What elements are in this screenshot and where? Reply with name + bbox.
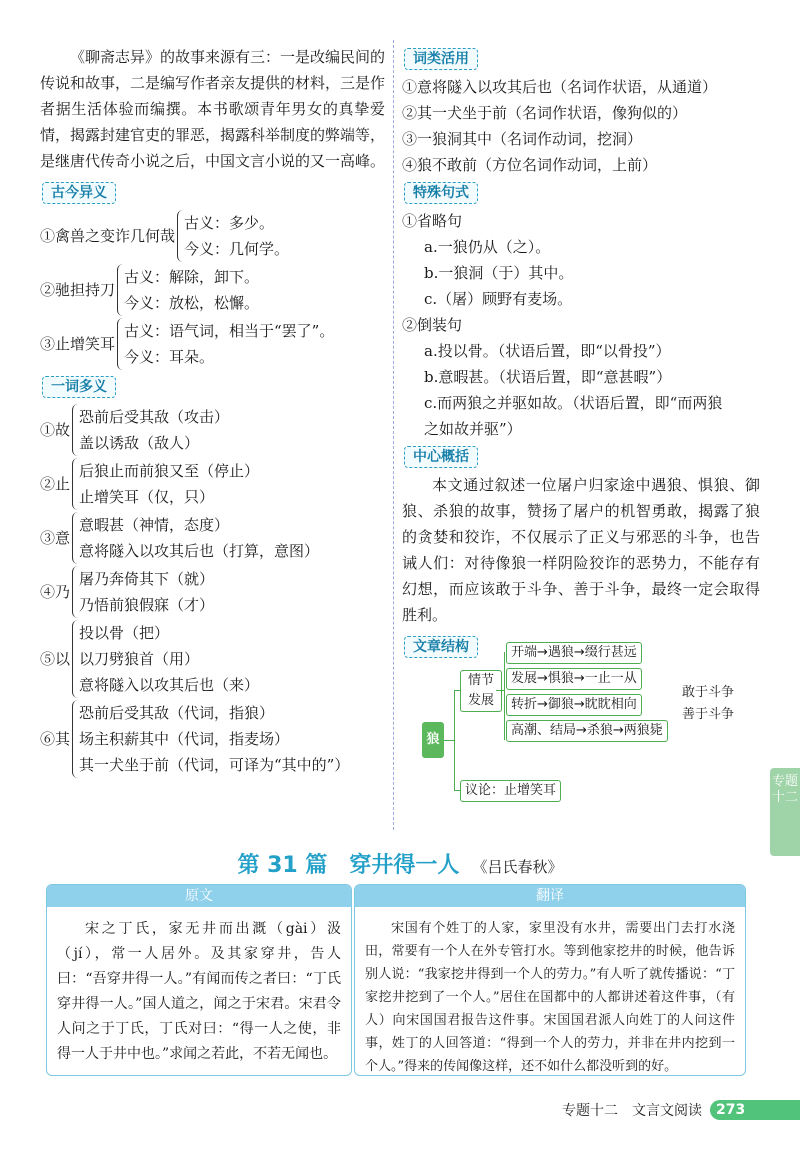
duoyi-line: 意将隧入以攻其后也（打算，意图） — [79, 542, 320, 560]
article-title: 第 31 篇 穿井得一人 — [237, 853, 460, 878]
fanyi-panel — [354, 884, 746, 1076]
teshu-line: b.意暇甚。（状语后置，即“意甚暇”） — [424, 368, 672, 386]
structure-step: 高潮、结局→杀狼→两狼毙 — [506, 720, 668, 742]
duoyi-item — [40, 620, 385, 698]
section-tag-jiegou: 文章结构 — [404, 636, 478, 658]
teshu-line: 之如故并驱”） — [424, 420, 522, 438]
section-tag-teshu: 特殊句式 — [404, 182, 478, 204]
gujin-modern: 今义：耳朵。 — [124, 348, 215, 366]
duoyi-line: 投以骨（把） — [79, 624, 170, 642]
zhongxin-paragraph: 本文通过叙述一位屠户归家途中遇狼、惧狼、御狼、杀狼的故事，赞扬了屠户的机智勇敢，揭露了狼的贪婪和狡诈，不仅展示了正义与邪恶的斗争，也告诫人们：对待像狼一样阴险狡诈的恶势力，不能存有幻想，而应该敢于斗争、善于斗争，最终一定会取得胜利。 — [402, 476, 760, 624]
duoyi-line: 盖以诱敌（敌人） — [79, 434, 200, 452]
gujin-ancient: 古义：多少。 — [184, 214, 275, 232]
footer-section: 专题十二 文言文阅读 — [562, 1103, 702, 1119]
gujin-modern: 今义：几何学。 — [184, 240, 290, 258]
yuanwen-text: 宋之丁氏，家无井而出溉（gài）汲（jí），常一人居外。及其家穿井，告人曰：“吾穿井得一人。”有闻而传之者曰：“丁氏穿井得一人。”国人道之，闻之于宋君。宋君令人问之于丁氏，丁氏对曰：“得一人之使，非得一人于井中也。”求闻之若此，不若无闻也。 — [57, 921, 341, 1062]
page-number: 273 — [710, 1100, 800, 1120]
gujin-item — [40, 318, 385, 370]
gujin-key: ②驰担持刀 — [40, 281, 116, 299]
duoyi-line: 乃悟前狼假寐（才） — [79, 596, 215, 614]
article-title-bar — [0, 848, 800, 879]
connector — [504, 652, 505, 740]
teshu-line: a.投以骨。（状语后置，即“以骨投”） — [424, 342, 671, 360]
section-tag-huoyong: 词类活用 — [404, 48, 478, 70]
duoyi-line: 场主积薪其中（代词，指麦场） — [79, 730, 290, 748]
duoyi-line: 后狼止而前狼又至（停止） — [79, 462, 260, 480]
connector — [454, 690, 455, 790]
gujin-key: ③止增笑耳 — [40, 335, 116, 353]
structure-yilun: 议论：止增笑耳 — [460, 780, 561, 802]
duoyi-line: 意将隧入以攻其后也（来） — [79, 676, 260, 694]
huoyong-line: ④狼不敢前（方位名词作动词，上前） — [402, 156, 658, 174]
duoyi-key: ④乃 — [40, 583, 71, 601]
gujin-ancient: 古义：解除，卸下。 — [124, 268, 260, 286]
side-tab: 专题十二 — [770, 768, 800, 856]
article-source: 《吕氏春秋》 — [472, 858, 563, 876]
fanyi-text: 宋国有个姓丁的人家，家里没有水井，需要出门去打水浇田，常要有一个人在外专管打水。等到他家挖井的时候，他告诉别人说：“我家挖井得到一个人的劳力。”有人听了就传播说：“丁家挖井挖到了一个人。”居住在国都中的人都讲述着这件事，（有人）向宋国国君报告这件事。宋国国君派人向姓丁的人问这件事，姓丁的人回答道：“得到一个人的劳力，并非在井内挖到一个人。”得来的传闻像这样，还不如什么都没听到的好。 — [365, 921, 735, 1074]
section-tag-duoyi: 一词多义 — [42, 376, 116, 398]
structure-root: 狼 — [422, 722, 444, 758]
huoyong-line: ②其一犬坐于前（名词作状语，像狗似的） — [402, 104, 688, 122]
gujin-ancient: 古义：语气词，相当于“罢了”。 — [124, 322, 335, 340]
duoyi-line: 止增笑耳（仅，只） — [79, 488, 215, 506]
teshu-line: c.（屠）顾野有麦场。 — [424, 290, 573, 308]
duoyi-line: 屠乃奔倚其下（就） — [79, 570, 215, 588]
duoyi-line: 其一犬坐于前（代词，可译为“其中的”） — [79, 756, 350, 774]
structure-step: 转折→御狼→眈眈相向 — [506, 694, 642, 716]
huoyong-line: ③一狼洞其中（名词作动词，挖洞） — [402, 130, 643, 148]
duoyi-key: ①故 — [40, 421, 71, 439]
page-footer — [562, 1100, 800, 1120]
teshu-line: a.一狼仍从（之）。 — [424, 238, 551, 256]
right-column — [402, 44, 760, 812]
structure-step: 开端→遇狼→缀行甚远 — [506, 642, 642, 664]
structure-branch: 情节发展 — [460, 670, 502, 712]
conclusion-line: 敢于斗争 — [682, 685, 735, 700]
left-column — [40, 44, 385, 780]
duoyi-list — [40, 404, 385, 778]
yuanwen-panel — [46, 884, 352, 1076]
teshu-heading: ②倒装句 — [402, 316, 463, 334]
intro-paragraph: 《聊斋志异》的故事来源有三：一是改编民间的传说和故事，二是编写作者亲友提供的材料，三是作者据生活体验而编撰。本书歌颂青年男女的真挚爱情，揭露封建官吏的罪恶，揭露科举制度的弊端等，是继唐代传奇小说之后，中国文言小说的又一高峰。 — [40, 48, 386, 170]
yuanwen-header: 原文 — [47, 885, 351, 907]
column-divider — [393, 40, 394, 830]
gujin-modern: 今义：放松，松懈。 — [124, 294, 260, 312]
teshu-heading: ①省略句 — [402, 212, 463, 230]
section-tag-zhongxin: 中心概括 — [404, 446, 478, 468]
duoyi-key: ⑤以 — [40, 650, 71, 668]
connector — [496, 690, 504, 691]
duoyi-line: 意暇甚（神情，态度） — [79, 516, 230, 534]
duoyi-line: 恐前后受其敌（代词，指狼） — [79, 704, 275, 722]
teshu-line: c.而两狼之并驱如故。（状语后置，即“而两狼 — [424, 394, 723, 412]
duoyi-line: 以刀劈狼首（用） — [79, 650, 200, 668]
section-tag-gujin: 古今异义 — [42, 182, 116, 204]
structure-conclusion — [682, 682, 734, 726]
gujin-key: ①禽兽之变诈几何哉 — [40, 227, 176, 245]
huoyong-line: ①意将隧入以攻其后也（名词作状语，从通道） — [402, 78, 718, 96]
fanyi-header: 翻译 — [355, 885, 745, 907]
connector — [444, 740, 454, 741]
gujin-list — [40, 210, 385, 370]
gujin-item — [40, 210, 385, 262]
duoyi-key: ⑥其 — [40, 730, 71, 748]
duoyi-key: ②止 — [40, 475, 71, 493]
duoyi-item — [40, 458, 385, 510]
duoyi-line: 恐前后受其敌（攻击） — [79, 408, 230, 426]
duoyi-item — [40, 566, 385, 618]
duoyi-item — [40, 700, 385, 778]
teshu-line: b.一狼洞（于）其中。 — [424, 264, 574, 282]
duoyi-item — [40, 404, 385, 456]
duoyi-key: ③意 — [40, 529, 71, 547]
structure-step: 发展→惧狼→一止一从 — [506, 668, 642, 690]
duoyi-item — [40, 512, 385, 564]
gujin-item — [40, 264, 385, 316]
conclusion-line: 善于斗争 — [682, 707, 735, 722]
